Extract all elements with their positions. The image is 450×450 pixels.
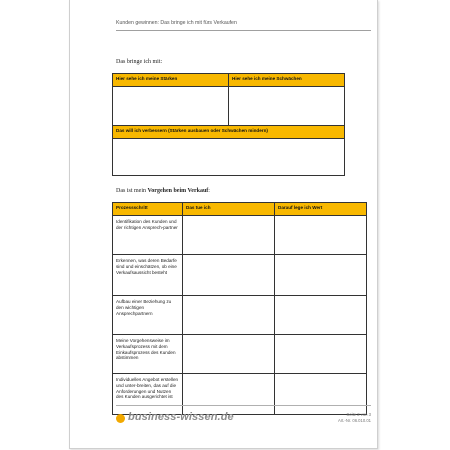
document-page bbox=[69, 0, 378, 449]
process-step: Aufbau einer Beziehung zu den wichtigen Ansprechpartnern bbox=[113, 296, 183, 335]
section2-intro bbox=[116, 188, 210, 194]
footer-meta bbox=[306, 412, 371, 423]
strengths-header: Hier sehe ich meine Stärken bbox=[113, 74, 229, 87]
process-step: Identifikation des Kunden und der richtigen Ansprech-partner bbox=[113, 216, 183, 255]
section2-intro-bold: Vorgehen beim Verkauf bbox=[147, 188, 209, 194]
action-cell[interactable] bbox=[183, 296, 275, 335]
header-divider bbox=[116, 30, 371, 31]
article-number: Art.-Nr. 06.010.01 bbox=[337, 417, 371, 423]
brand-logo: business-wissen.de bbox=[128, 411, 234, 423]
sales-process-table bbox=[112, 202, 367, 415]
col-header-priority: Darauf lege ich Wert bbox=[275, 203, 367, 216]
col-header-action: Das tue ich bbox=[183, 203, 275, 216]
priority-cell[interactable] bbox=[275, 335, 367, 374]
priority-cell[interactable] bbox=[275, 216, 367, 255]
page-header: Kunden gewinnen: Das bringe ich mit fürs Verkaufen bbox=[116, 20, 237, 26]
priority-cell[interactable] bbox=[275, 296, 367, 335]
section2-intro-suffix: : bbox=[208, 188, 210, 194]
action-cell[interactable] bbox=[183, 216, 275, 255]
process-step: Meine Vorgehensweise im Verkaufsprozess mit dem Einkaufsprozess des Kunden abstimmen bbox=[113, 335, 183, 374]
improve-header: Das will ich verbessern (Stärken ausbauen oder Schwächen mindern) bbox=[113, 126, 345, 139]
priority-cell[interactable] bbox=[275, 255, 367, 296]
process-step: Erkennen, was deren Bedarfe sind und einschätzen, ob eine Verkaufsaussicht besteht bbox=[113, 255, 183, 296]
action-cell[interactable] bbox=[183, 335, 275, 374]
strengths-weaknesses-table bbox=[112, 73, 345, 126]
logo-dot-icon bbox=[116, 414, 125, 423]
action-cell[interactable] bbox=[183, 255, 275, 296]
section1-intro: Das bringe ich mit: bbox=[116, 59, 163, 65]
page-number: Seite 2 von 3 bbox=[346, 412, 371, 417]
improve-table bbox=[112, 125, 345, 176]
footer-divider bbox=[116, 405, 371, 406]
section2-intro-prefix: Das ist mein bbox=[116, 188, 148, 194]
priority-cell[interactable] bbox=[275, 374, 367, 415]
strengths-cell[interactable] bbox=[113, 87, 229, 126]
weaknesses-header: Hier sehe ich meine Schwächen bbox=[229, 74, 345, 87]
action-cell[interactable] bbox=[183, 374, 275, 415]
process-step: Individuelles Angebot erstellen und unter-breiten, das auf die Anforderungen und Nutzen des Kunden ausgerichtet ist bbox=[113, 374, 183, 415]
improve-cell[interactable] bbox=[113, 139, 345, 176]
col-header-step: Prozessschritt bbox=[113, 203, 183, 216]
weaknesses-cell[interactable] bbox=[229, 87, 345, 126]
